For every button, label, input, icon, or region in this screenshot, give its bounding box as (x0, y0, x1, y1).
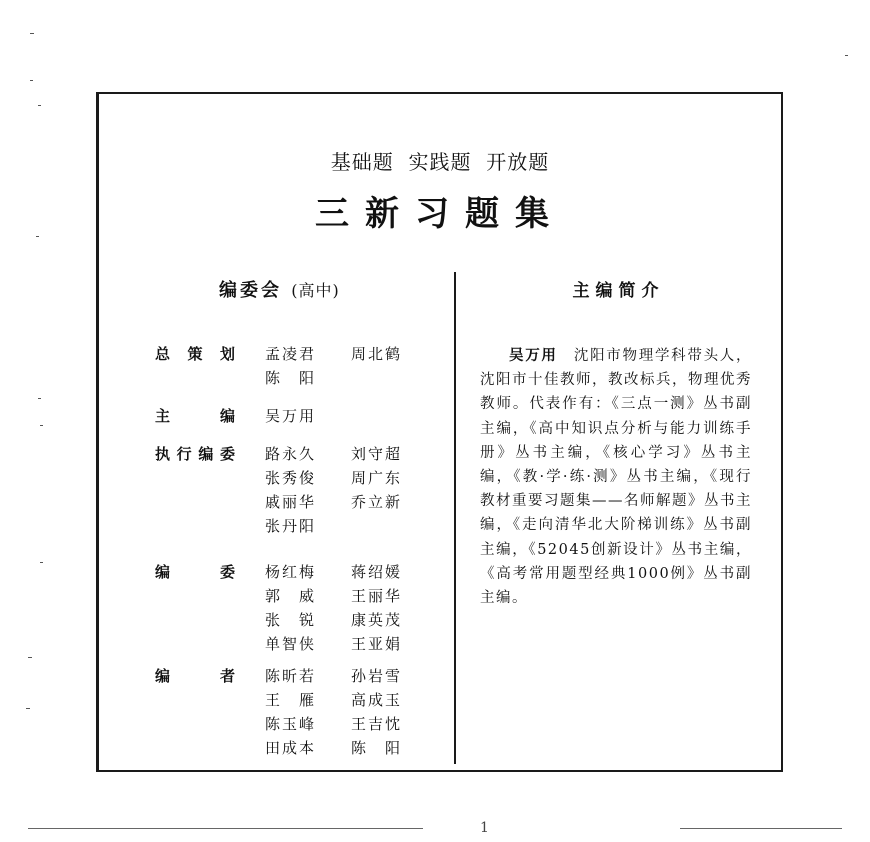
person-name: 周北鹤 (351, 345, 403, 363)
person-name: 田成本 (265, 739, 317, 757)
scan-speck (36, 236, 39, 237)
person-name: 王吉忱 (351, 715, 403, 733)
bio-editor-name: 吴万用 (509, 348, 558, 364)
committee-heading-text: 编委会 (219, 280, 282, 301)
person-name: 孙岩雪 (351, 667, 403, 685)
scan-speck (40, 425, 43, 426)
role-label: 执行编委 (155, 445, 235, 463)
bottom-rule (680, 828, 842, 829)
person-name: 杨红梅 (265, 563, 317, 581)
subtitle: 基础题 实践题 开放题 (330, 150, 550, 174)
scan-speck (26, 708, 30, 709)
person-name: 蒋绍媛 (351, 563, 403, 581)
role-label: 编委 (155, 563, 235, 581)
role-label: 主编 (155, 407, 235, 425)
person-name: 王亚娟 (351, 635, 403, 653)
person-name: 陈昕若 (265, 667, 317, 685)
scan-speck (38, 105, 41, 106)
role-label: 总策划 (155, 345, 235, 363)
book-title: 三新习题集 (315, 194, 565, 234)
name-list (265, 664, 435, 760)
person-name: 张丹阳 (265, 517, 317, 535)
person-name: 张 锐 (265, 611, 317, 629)
bio-paragraph (480, 344, 752, 610)
scan-speck (30, 33, 34, 34)
bottom-rule (28, 828, 423, 829)
role-label: 编者 (155, 667, 235, 685)
scan-speck (845, 55, 848, 56)
editorial-committee-column (99, 94, 454, 770)
name-list (265, 442, 435, 538)
page-number: 1 (480, 820, 489, 836)
person-name: 高成玉 (351, 691, 403, 709)
name-list (265, 560, 435, 656)
committee-heading (219, 276, 340, 302)
scan-speck (30, 80, 33, 81)
person-name: 刘守超 (351, 445, 403, 463)
person-name: 张秀俊 (265, 469, 317, 487)
person-name: 陈玉峰 (265, 715, 317, 733)
name-list (265, 404, 435, 428)
person-name: 孟凌君 (265, 345, 317, 363)
name-list (265, 342, 435, 390)
person-name: 单智侠 (265, 635, 317, 653)
scan-speck (28, 657, 32, 658)
editor-bio-column (456, 94, 781, 770)
person-name: 康英茂 (351, 611, 403, 629)
bio-body: 沈阳市物理学科带头人，沈阳市十佳教师，教改标兵，物理优秀教师。代表作有：《三点一测》丛书副主编，《高中知识点分析与能力训练手册》丛书主编，《核心学习》丛书主编，《教·学·练·测》丛书主编，《现行教材重要习题集——名师解题》丛书主编，《走向清华北大阶梯训练》丛书副主编，《52045创新设计》丛书主编，《高考常用题型经典1000例》丛书副主编。 (480, 348, 753, 607)
person-name: 路永久 (265, 445, 317, 463)
person-name: 陈 阳 (265, 369, 317, 387)
person-name: 乔立新 (351, 493, 403, 511)
person-name: 周广东 (351, 469, 403, 487)
person-name: 陈 阳 (351, 739, 403, 757)
person-name: 郭 威 (265, 587, 317, 605)
committee-heading-suffix: (高中) (291, 281, 340, 300)
person-name: 戚丽华 (265, 493, 317, 511)
content-frame (96, 92, 783, 772)
person-name: 吴万用 (265, 407, 317, 425)
bio-heading: 主编简介 (572, 281, 665, 301)
person-name: 王 雁 (265, 691, 317, 709)
person-name: 王丽华 (351, 587, 403, 605)
scan-speck (38, 398, 41, 399)
scan-speck (40, 562, 43, 563)
